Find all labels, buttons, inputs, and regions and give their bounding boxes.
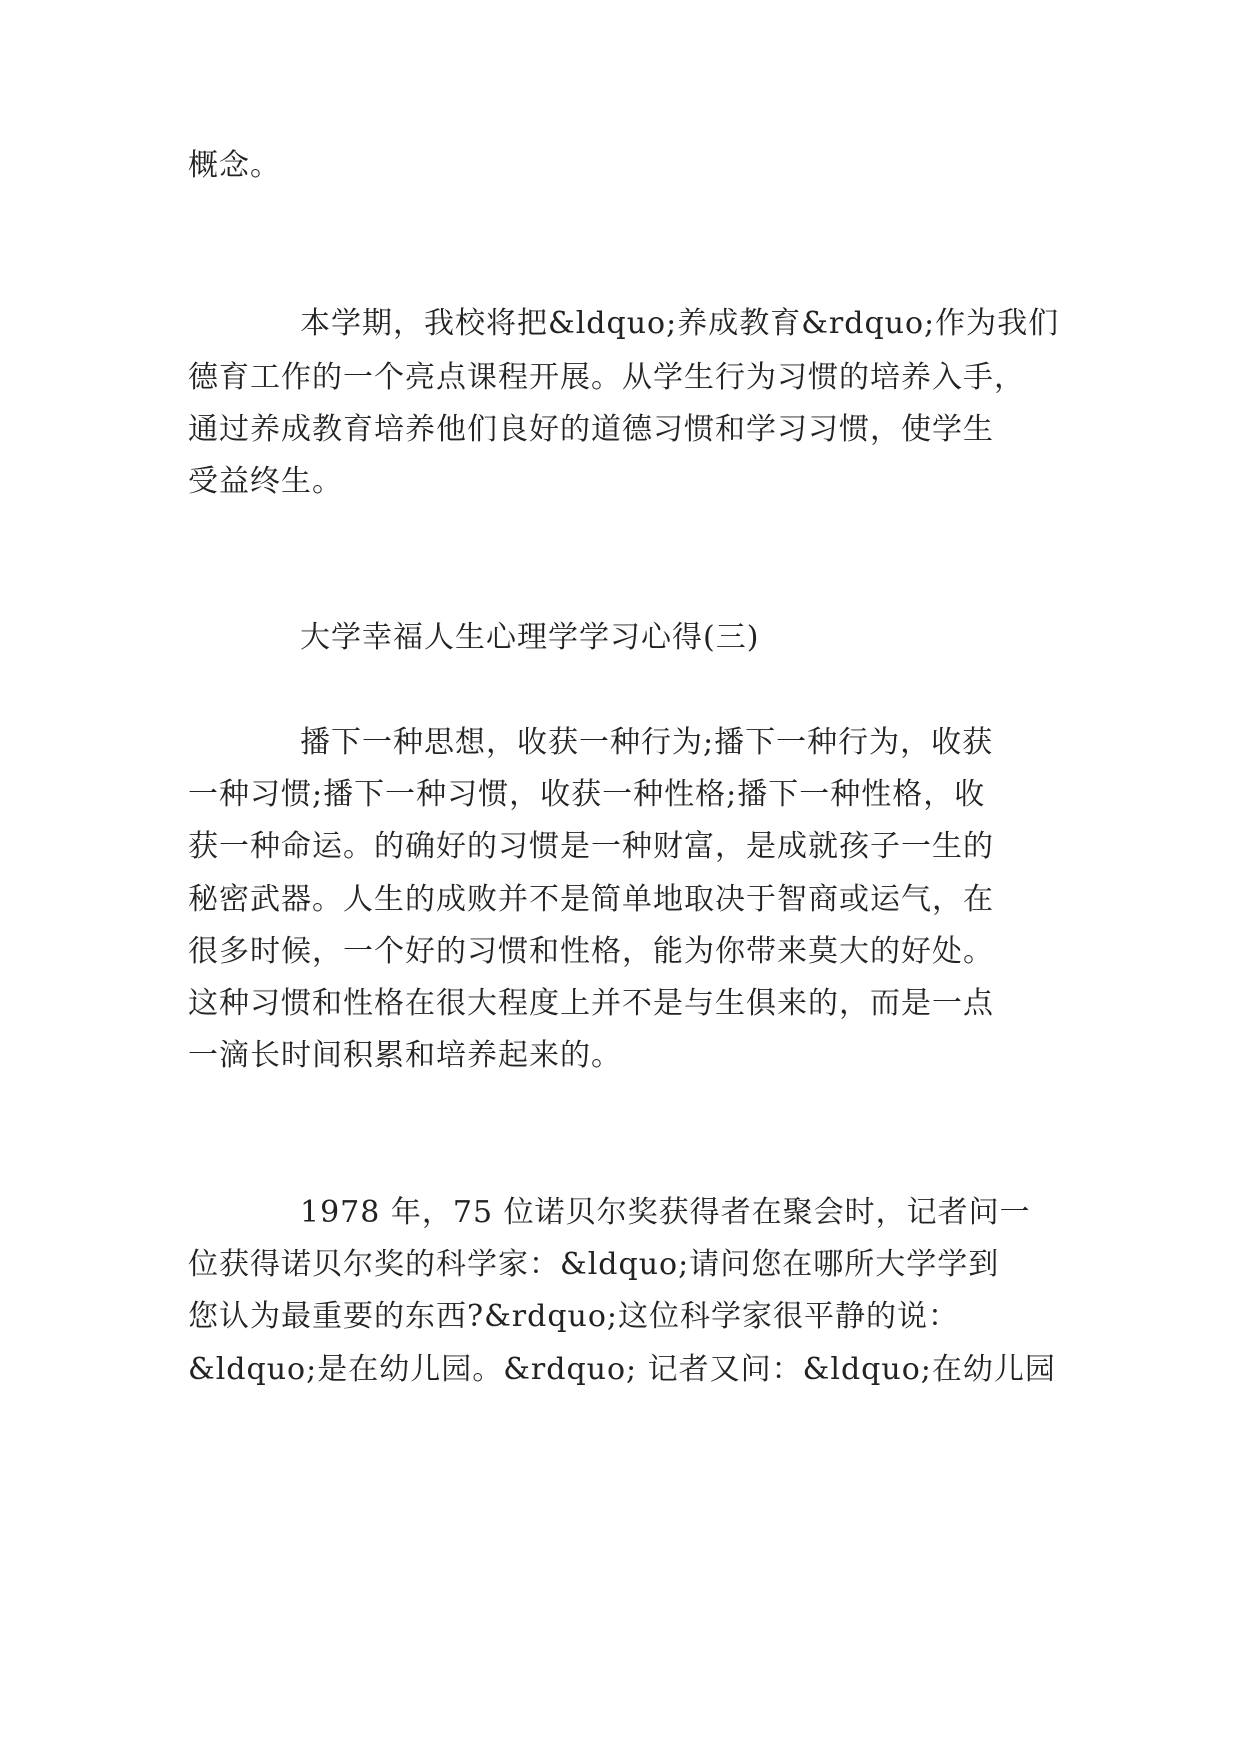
paragraph-3-line-4: 秘密武器。人生的成败并不是简单地取决于智商或运气，在 [188,882,994,917]
paragraph-3-line-3: 获一种命运。的确好的习惯是一种财富，是成就孩子一生的 [188,829,994,864]
section-heading: 大学幸福人生心理学学习心得(三) [300,620,760,655]
paragraph-3-line-5: 很多时候，一个好的习惯和性格，能为你带来莫大的好处。 [188,934,994,969]
paragraph-4-line-1: 1978 年，75 位诺贝尔奖获得者在聚会时，记者问一 [300,1195,1031,1230]
paragraph-2-line-1: 本学期，我校将把&ldquo;养成教育&rdquo;作为我们 [300,306,1060,341]
paragraph-1-line-1: 概念。 [188,148,281,183]
paragraph-3-line-6: 这种习惯和性格在很大程度上并不是与生俱来的，而是一点 [188,986,994,1021]
paragraph-2-line-2: 德育工作的一个亮点课程开展。从学生行为习惯的培养入手， [188,360,1025,395]
paragraph-2-line-4: 受益终生。 [188,464,343,499]
paragraph-4-line-4: &ldquo;是在幼儿园。&rdquo; 记者又问：&ldquo;在幼儿园 [188,1352,1056,1387]
paragraph-2-line-3: 通过养成教育培养他们良好的道德习惯和学习习惯，使学生 [188,412,994,447]
paragraph-4-line-2: 位获得诺贝尔奖的科学家：&ldquo;请问您在哪所大学学到 [188,1247,1000,1282]
paragraph-3-line-2: 一种习惯;播下一种习惯，收获一种性格;播下一种性格，收 [188,777,986,812]
paragraph-4-line-3: 您认为最重要的东西?&rdquo;这位科学家很平静的说： [188,1299,960,1334]
paragraph-3-line-1: 播下一种思想，收获一种行为;播下一种行为，收获 [300,725,994,760]
paragraph-3-line-7: 一滴长时间积累和培养起来的。 [188,1038,622,1073]
